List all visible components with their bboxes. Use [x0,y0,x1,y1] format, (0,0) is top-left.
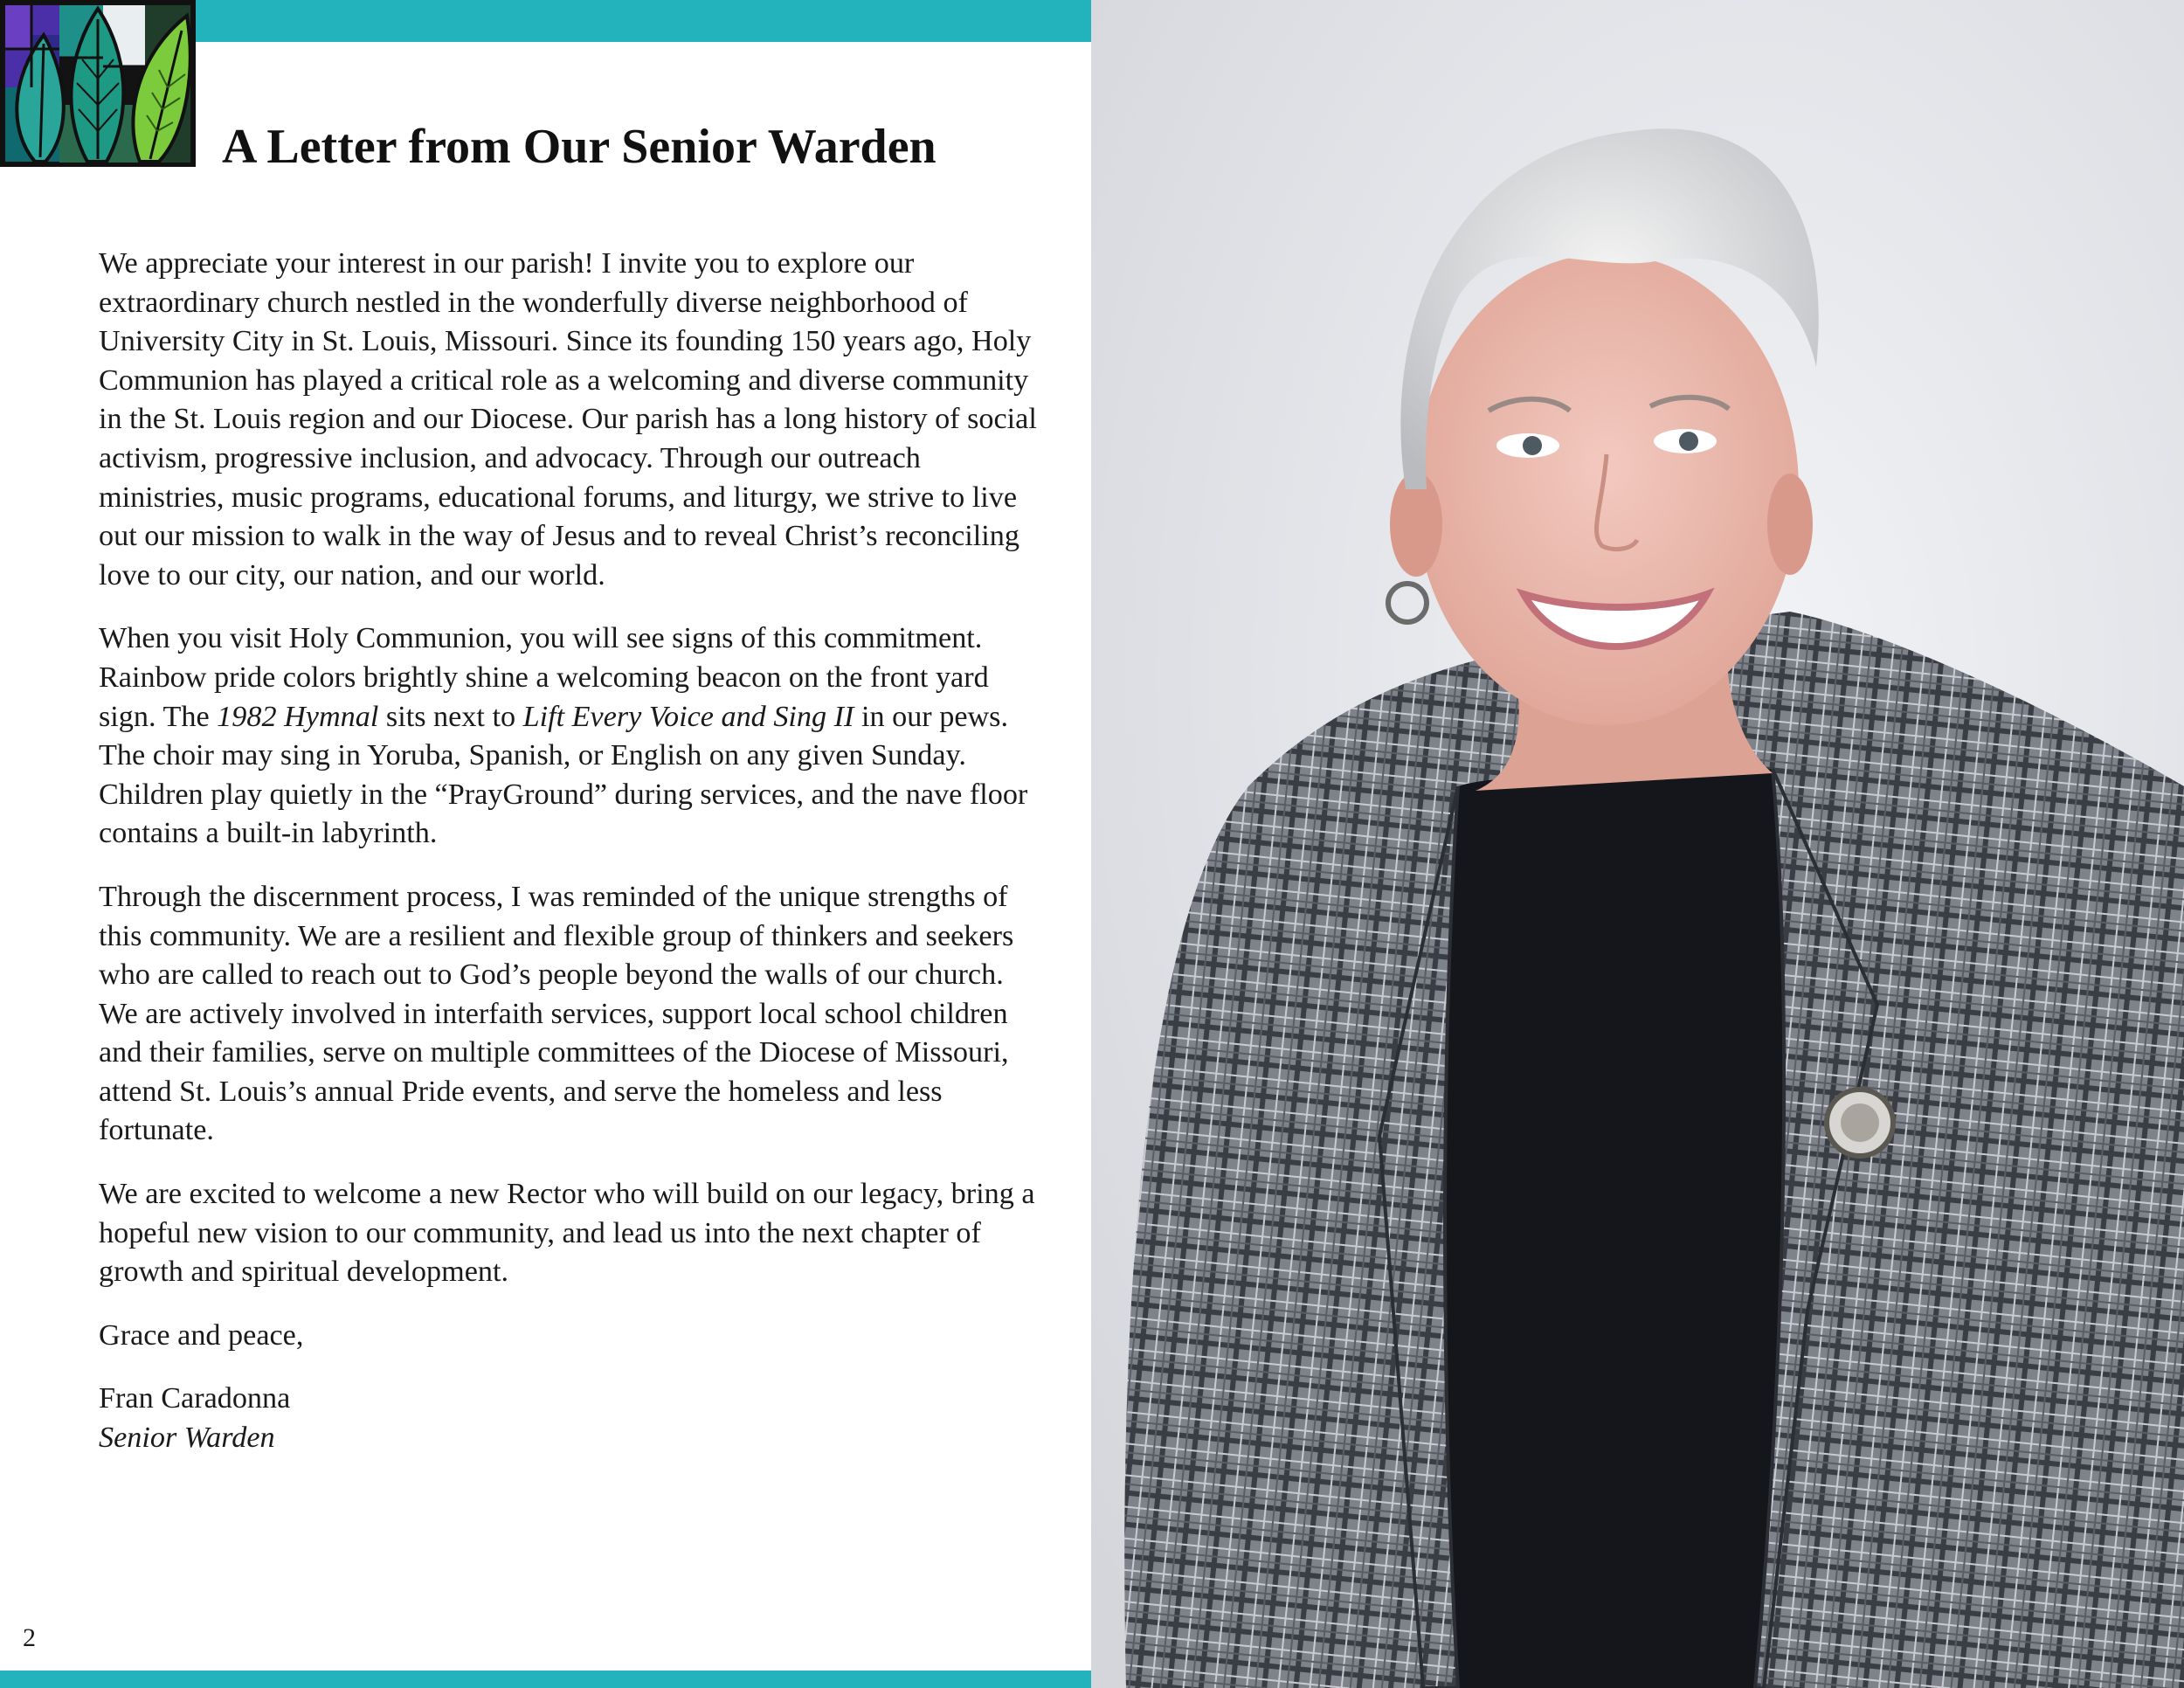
p2-text-b: sits next to [378,700,523,733]
portrait-photo [1091,0,2184,1688]
p2-text-a: When you visit Holy Communion, you will see signs of this commitment. Rainbow pride colors brightly shine a welcoming beacon on the front yard sign. The [99,622,989,733]
letter-body [99,245,1042,1483]
signature [99,1380,1042,1457]
lift-every-voice-title: Lift Every Voice and Sing II [522,700,854,733]
letter-paragraph-2 [99,619,1042,854]
letter-paragraph-4: We are excited to welcome a new Rector who will build on our legacy, bring a hopeful new vision to our community, and lead us into the next chapter of growth and spiritual development. [99,1178,1035,1289]
letter-paragraph-3: Through the discernment process, I was reminded of the unique strengths of this community. We are a resilient and flexible group of thinkers and seekers who are called to reach out to God’s people beyond the walls of our church. We are actively involved in interfaith services, support local school children and their families, serve on multiple committees of the Diocese of Missouri, attend St. Louis’s annual Pride events, and serve the homeless and less fortunate. [99,880,1014,1147]
hymnal-title: 1982 Hymnal [217,700,379,733]
p2-text-c: in our pews. The choir may sing in Yoruba, Spanish, or English on any given Sunday. Children play quietly in the “PrayGround” during services, and the nave floor contains a built-in labyrinth. [99,700,1028,850]
page-number: 2 [23,1623,36,1652]
bottom-accent-bar [0,1671,1091,1688]
page-title: A Letter from Our Senior Warden [222,120,936,174]
signature-role: Senior Warden [99,1422,275,1455]
signature-name: Fran Caradonna [99,1382,291,1415]
stained-glass-leaves-icon [0,0,196,167]
closing-line: Grace and peace, [99,1318,304,1352]
letter-paragraph-1: We appreciate your interest in our parish! I invite you to explore our extraordinary church nestled in the wonderfully diverse neighborhood of University City in St. Louis, Missouri. Since its founding 150 years ago, Holy Communion has played a critical role as a welcoming and diverse community in the St. Louis region and our Diocese. Our parish has a long history of social activism, progressive inclusion, and advocacy. Through our outreach ministries, music programs, educational forums, and liturgy, we strive to live out our mission to walk in the way of Jesus and to reveal Christ’s reconciling love to our city, our nation, and our world. [99,247,1037,591]
